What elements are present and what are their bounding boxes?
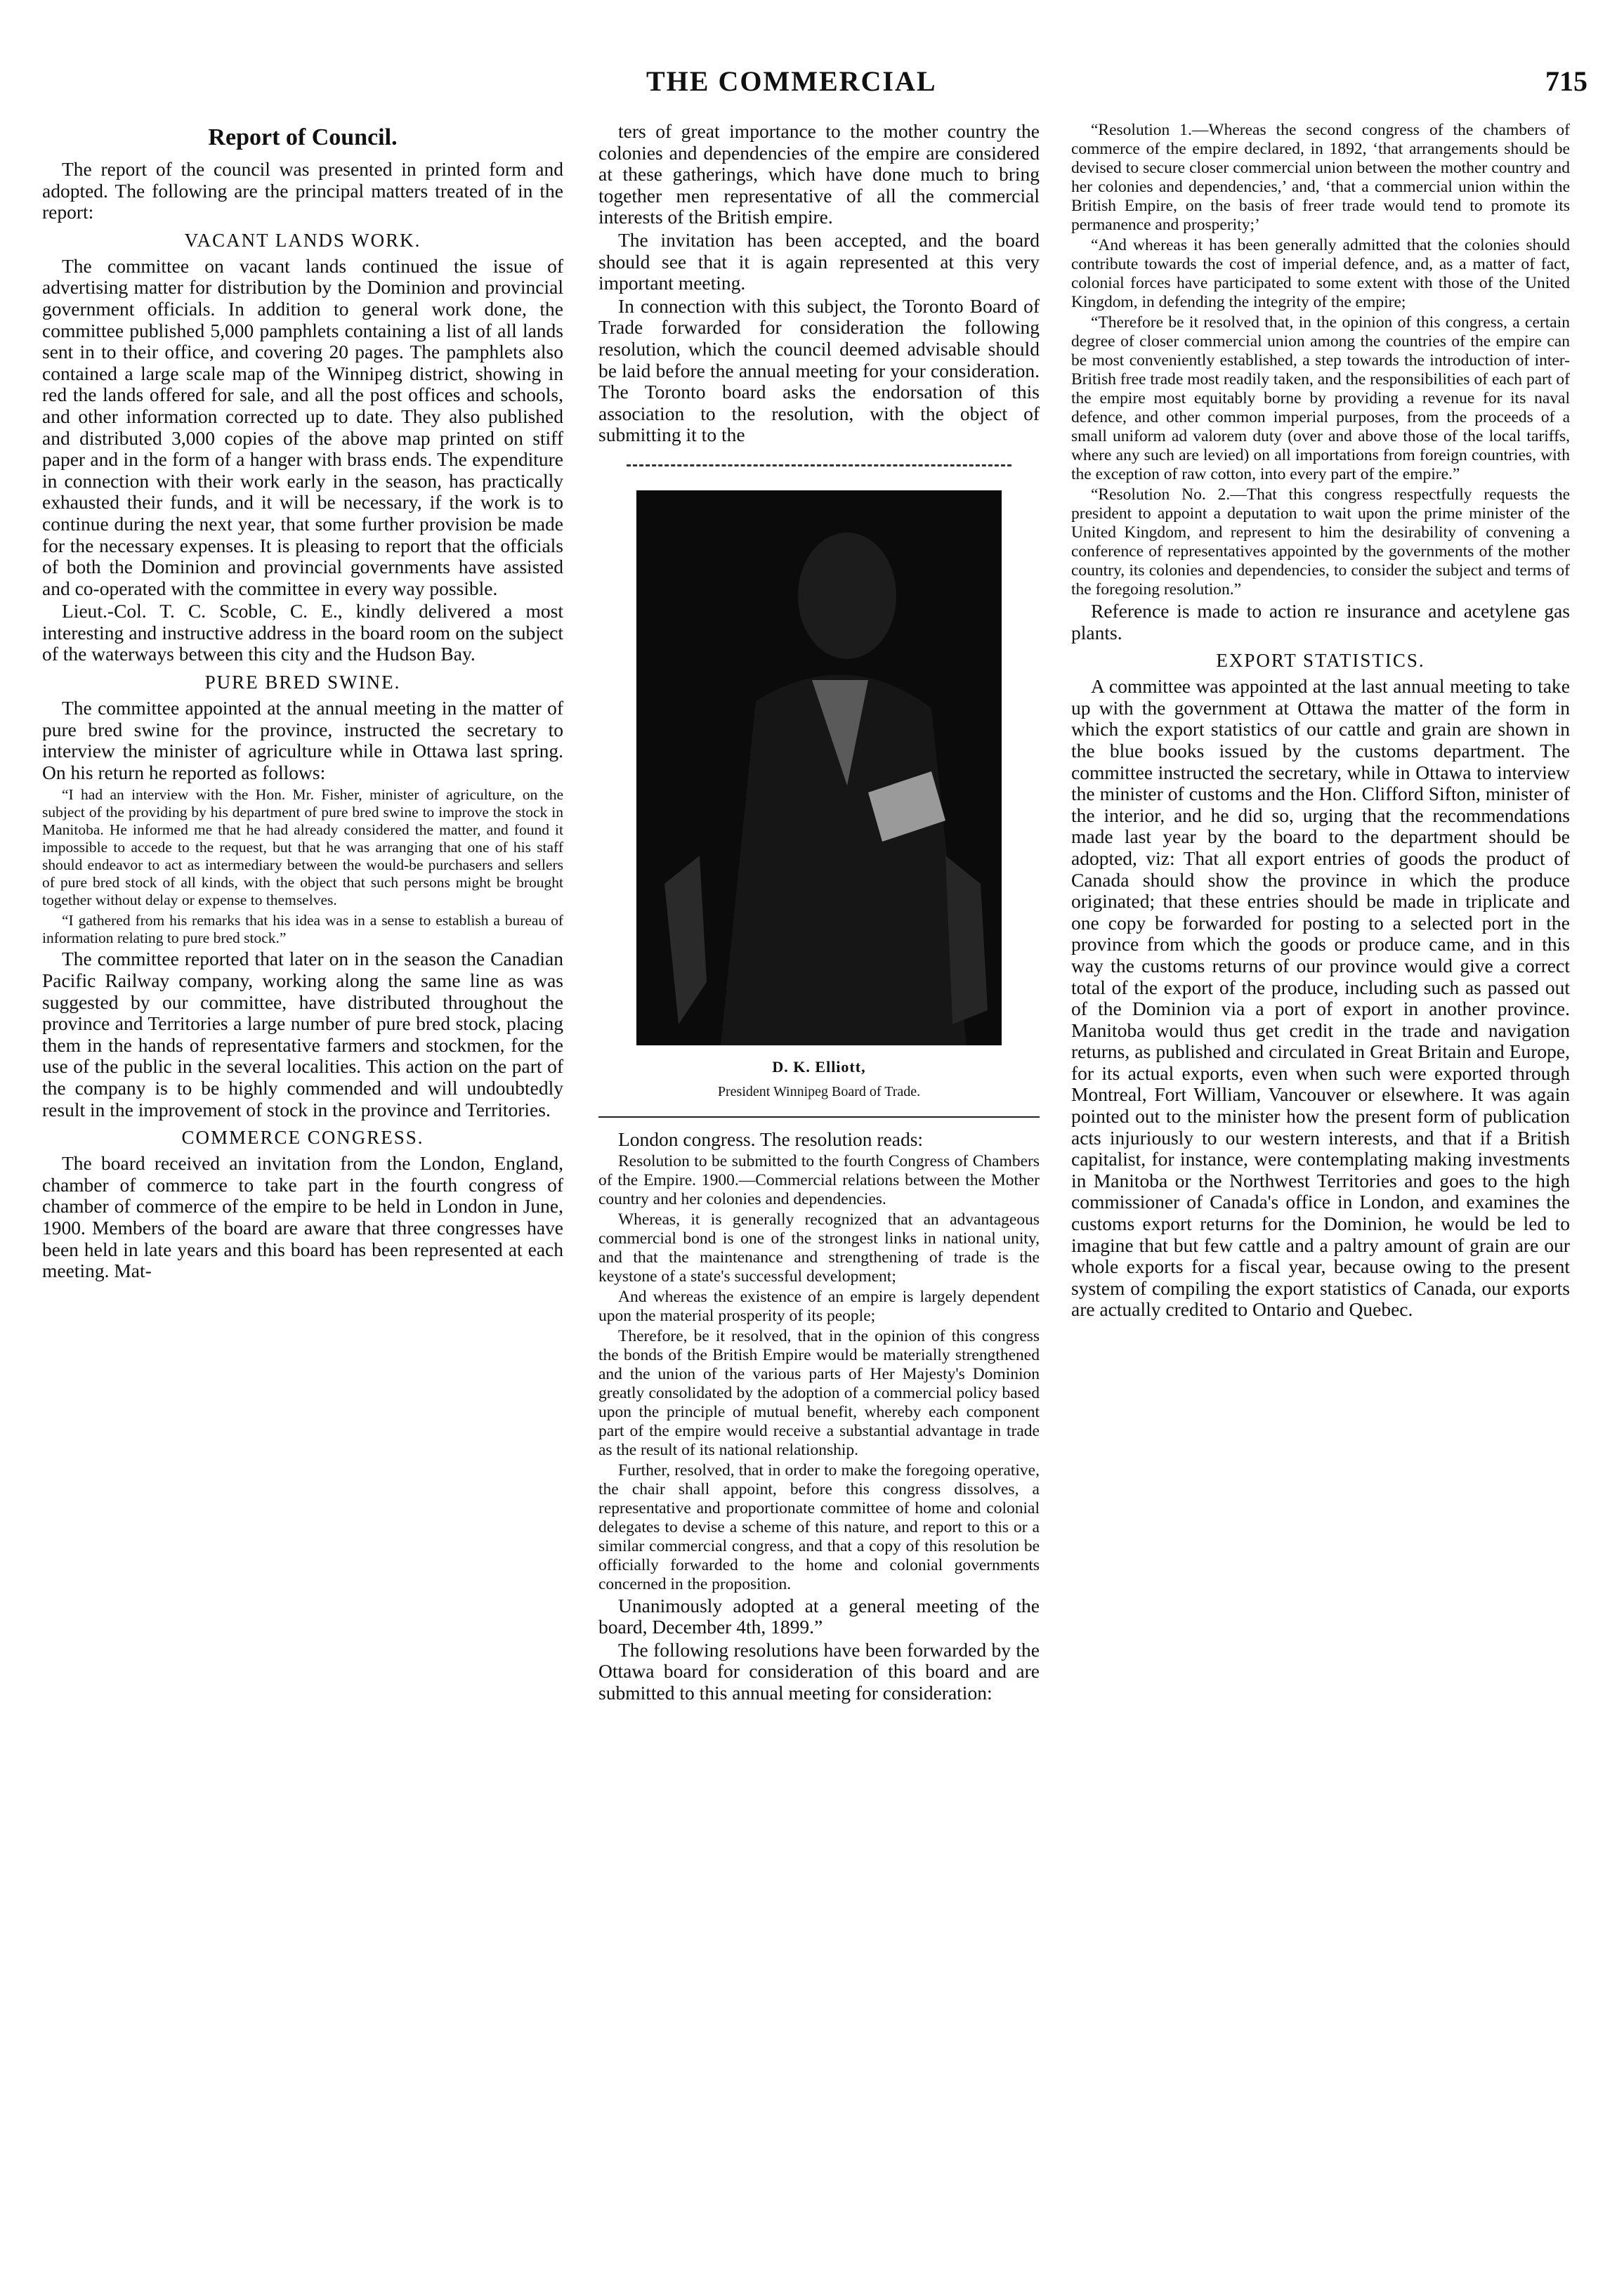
resolution-paragraph: “And whereas it has been generally admitted that the colonies should contribute towards the cost of imperial defence, and, as a matter of fact, colonial forces have participated to some extent with those of the United Kingdom, in defending the integrity of the empire; <box>1071 236 1570 311</box>
solid-divider <box>598 1116 1040 1118</box>
paragraph: The following resolutions have been forwarded by the Ottawa board for consideration of this board and are submitted to this annual meeting for consideration: <box>598 1638 1040 1704</box>
section-heading-export-statistics: EXPORT STATISTICS. <box>1216 650 1425 672</box>
column-right <box>1071 121 1570 1321</box>
resolution-paragraph: “Resolution No. 2.—That this congress respectfully requests the president to appoint a deputation to wait upon the prime minister of the United Kingdom, and represent to him the desirability of convening a conference of representatives appointed by the governments of the mother country, its colonies and dependencies, to consider the subject and terms of the foregoing resolution.” <box>1071 485 1570 599</box>
portrait-figure <box>598 490 1040 1102</box>
paragraph: Lieut.-Col. T. C. Scoble, C. E., kindly delivered a most interesting and instructive address in the board room on the subject of the waterways between this city and the Hudson Bay. <box>42 600 563 665</box>
caption-name: D. K. Elliott, <box>772 1057 866 1076</box>
column-middle <box>598 121 1040 1704</box>
paragraph: The report of the council was presented in printed form and adopted. The following are the principal matters treated of in the report: <box>42 158 563 223</box>
paragraph: ters of great importance to the mother country the colonies and dependencies of the empire are considered at these gatherings, which have done much to bring together men representative of all the commercial interests of the British empire. <box>598 120 1040 228</box>
portrait-illustration <box>636 490 1002 1045</box>
paragraph: The committee on vacant lands continued the issue of advertising matter for distribution by the Dominion and provincial government officials. In addition to general work done, the committee published 5,000 pamphlets containing a list of all lands sent in to their office, and covering 20 pages. The pamphlets also contained a large scale map of the Winnipeg district, showing in red the lands offered for sale, and all the post offices and schools, and other information corrected up to date. They also published and distributed 3,000 copies of the above map printed on stiff paper and in the form of a hanger with brass ends. The expenditure in connection with their work early in the season, has practically exhausted their funds, and it will be necessary, if the work is to continue during the next year, that some further provision be made for the necessary expenses. It is pleasing to report that the officials of both the Dominion and provincial governments have assisted and co-operated with the committee in every way possible. <box>42 254 563 599</box>
article-title: Report of Council. <box>208 124 398 150</box>
page-header <box>0 65 1624 107</box>
column-left <box>42 121 563 1282</box>
section-heading-commerce-congress: COMMERCE CONGRESS. <box>181 1127 424 1149</box>
quoted-paragraph: “I had an interview with the Hon. Mr. Fisher, minister of agriculture, on the subject of the providing by his department of pure bred swine to improve the stock in Manitoba. He informed me that he had already considered the matter, and found it impossible to accede to the request, but that he was arranging that one of his staff should endeavor to act as intermediary between the would-be purchasers and sellers of pure bred stock of all kinds, with the object that such persons might be brought together without delay or expense to themselves. <box>42 786 563 909</box>
quoted-paragraph: “I gathered from his remarks that his idea was in a sense to establish a bureau of information relating to pure bred stock.” <box>42 912 563 947</box>
resolution-paragraph: Resolution to be submitted to the fourth Congress of Chambers of the Empire. 1900.—Commercial relations between the Mother country and her colonies and dependencies. <box>598 1151 1040 1208</box>
paragraph: The invitation has been accepted, and the board should see that it is again represented at this very important meeting. <box>598 228 1040 294</box>
section-heading-vacant-lands: VACANT LANDS WORK. <box>184 229 421 251</box>
resolution-paragraph: Therefore, be it resolved, that in the opinion of this congress the bonds of the British Empire would be materially strengthened and the union of the various parts of Her Majesty's Dominion greatly consolidated by the adoption of a commercial policy based upon the principle of mutual benefit, whereby each component part of the empire would receive a substantial advantage in trade as the result of its national relationship. <box>598 1326 1040 1459</box>
resolution-paragraph: “Therefore be it resolved that, in the opinion of this congress, a certain degree of closer commercial union among the countries of the empire can be most conveniently established, a step towards the introduction of inter-British free trade most readily taken, and the responsibilities of each part of the empire most equitably borne by providing a revenue for its naval defence, and other common imperial purposes, from the proceeds of a small uniform ad valorem duty (over and above those of the local tariffs, where any such are levied) on all importations from foreign countries, with the exception of raw cotton, into every part of the empire.” <box>1071 313 1570 483</box>
paragraph: Reference is made to action re insurance and acetylene gas plants. <box>1071 600 1570 644</box>
portrait-photo <box>636 490 1002 1045</box>
paragraph: Unanimously adopted at a general meeting of the board, December 4th, 1899.” <box>598 1594 1040 1638</box>
paragraph: A committee was appointed at the last annual meeting to take up with the government at Ottawa the matter of the form in which the export statistics of our cattle and grain are shown in the blue books issued by the customs department. The committee instructed the secretary, while in Ottawa to interview the minister of customs and the Hon. Clifford Sifton, minister of the interior, and he did so, urging that the recommendations made last year by the board to the department should be adopted, viz: That all export entries of goods the product of Canada should show the province in which the produce originated; that these entries should be made in triplicate and one copy be forwarded for posting to a selected port in the province from which the goods or produce came, and in this way the customs returns of our province would give a correct total of the export of the produce, including such as passed out of the Dominion via a port of export in another province. Manitoba would thus get credit in the trade and navigation returns, as published and circulated in Great Britain and Europe, for its actual exports, even when such were exported through Montreal, Fort William, Vancouver or elsewhere. It was again pointed out to the minister how the present form of publication acts injuriously to our western interests, and that if a British capitalist, for instance, were contemplating making investments in Manitoba or the Northwest Territories and goes to the high commissioner of Canada's office in London, and examines the customs export returns for the Dominion, he would be led to imagine that but few cattle and a paltry amount of grain are our whole exports for a fiscal year, because owing to the present system of compiling the export statistics of Canada, our exports are actually credited to Ontario and Quebec. <box>1071 675 1570 1321</box>
paragraph: The committee appointed at the annual meeting in the matter of pure bred swine for the province, instructed the secretary to interview the minister of agriculture while in Ottawa last spring. On his return he reported as follows: <box>42 697 563 783</box>
paragraph: The committee reported that later on in the season the Canadian Pacific Railway company, working along the same line as was suggested by our committee, have distributed throughout the province and Territories a large number of pure bred stock, placing them in the hands of representative farmers and stockmen, for the use of the public in the several localities. This action on the part of the company is to be highly commended and will undoubtedly result in the improvement of stock in the province and Territories. <box>42 948 563 1121</box>
dashed-divider <box>627 464 1011 466</box>
paragraph: London congress. The resolution reads: <box>618 1128 924 1151</box>
caption-role: President Winnipeg Board of Trade. <box>717 1083 921 1099</box>
resolution-paragraph: Further, resolved, that in order to make the foregoing operative, the chair shall appoint, before this congress dissolves, a representative and proportionate committee of home and colonial delegates to devise a scheme of this nature, and report to this or a similar commercial congress, and that a copy of this resolution be officially forwarded to the home and colonial governments concerned in the proposition. <box>598 1461 1040 1593</box>
running-title: THE COMMERCIAL <box>646 65 937 97</box>
section-heading-pure-bred-swine: PURE BRED SWINE. <box>204 672 401 693</box>
paragraph: The board received an invitation from the London, England, chamber of commerce to take part in the fourth congress of chamber of commerce of the empire to be held in London in June, 1900. Members of the board are aware that three congresses have been held in late years and this board has been represented at each meeting. Mat- <box>42 1152 563 1282</box>
resolution-paragraph: “Resolution 1.—Whereas the second congress of the chambers of commerce of the empire declared, in 1892, ‘that arrangements should be devised to secure closer commercial union between the mother country and her colonies and dependencies,’ and, ‘that a commercial union within the British Empire, on the basis of freer trade would tend to promote its permanence and prosperity;’ <box>1071 121 1570 234</box>
paragraph: In connection with this subject, the Toronto Board of Trade forwarded for consideration the following resolution, which the council deemed advisable should be laid before the annual meeting for your consideration. The Toronto board asks the endorsation of this association to the resolution, with the object of submitting it to the <box>598 294 1040 446</box>
resolution-paragraph: Whereas, it is generally recognized that an advantageous commercial bond is one of the strongest links in national unity, and that the maintenance and strengthening of trade is the keystone of a state's successful development; <box>598 1210 1040 1286</box>
resolution-paragraph: And whereas the existence of an empire is largely dependent upon the material prosperity of its people; <box>598 1287 1040 1325</box>
page-number: 715 <box>1545 65 1587 97</box>
